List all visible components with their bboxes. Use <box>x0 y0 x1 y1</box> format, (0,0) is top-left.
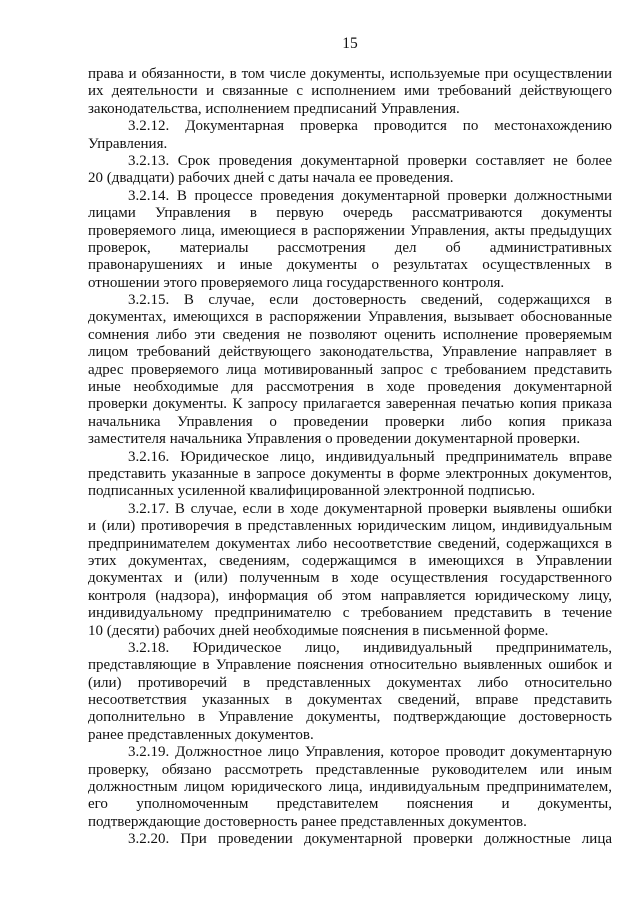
text-line: этих документах, сведениям, содержащимся в имеющихся в Управлении <box>88 552 612 569</box>
text-line: их деятельности и связанные с исполнением ими требований действующего <box>88 83 612 100</box>
paragraph <box>88 449 612 501</box>
text-line: представить указанные в запросе документы в форме электронных документов, <box>88 465 612 482</box>
text-line: заместителя начальника Управления о проведении документарной проверки. <box>88 431 581 448</box>
text-line: 3.2.20. При проведении документарной проверки должностные лица <box>128 831 612 848</box>
text-line: представляющие в Управление пояснения относительно выявленных ошибок и <box>88 657 612 674</box>
text-line: иные необходимые для рассмотрения в ходе проведения документарной <box>88 379 612 396</box>
text-line: 3.2.18. Юридическое лицо, индивидуальный предприниматель, <box>128 639 612 656</box>
text-line: лицами Управления в первую очередь рассматриваются документы <box>88 205 612 222</box>
text-line: 3.2.17. В случае, если в ходе документарной проверки выявлены ошибки <box>128 500 612 517</box>
text-line: 3.2.16. Юридическое лицо, индивидуальный предприниматель вправе <box>128 448 612 465</box>
paragraph <box>88 153 612 188</box>
text-line: сомнения либо эти сведения не позволяют оценить исполнение проверяемым <box>88 326 612 343</box>
paragraph <box>88 501 612 640</box>
text-line: несоответствия указанных в документах сведений, вправе представить <box>88 692 612 709</box>
text-line: ранее представленных документов. <box>88 726 314 743</box>
paragraph <box>88 831 612 848</box>
paragraph <box>88 118 612 153</box>
text-line: индивидуальному предпринимателю с требованием представить в течение <box>88 605 612 622</box>
text-line: (или) противоречий в представленных документах либо относительно <box>88 674 612 691</box>
text-line: предпринимателем документах либо несоответствие сведений, содержащихся в <box>88 535 612 552</box>
text-line: 3.2.14. В процессе проведения документарной проверки должностными <box>128 187 612 204</box>
text-line: 3.2.19. Должностное лицо Управления, которое проводит документарную <box>128 744 612 761</box>
text-line: права и обязанности, в том числе документы, используемые при осуществлении <box>88 66 612 82</box>
text-line: 10 (десяти) рабочих дней необходимые пояснения в письменной форме. <box>88 622 549 639</box>
text-line: проверяемого лица, имеющиеся в распоряжении Управления, акты предыдущих <box>88 222 612 239</box>
text-line: и (или) противоречия в представленных юридическим лицом, индивидуальным <box>88 518 612 535</box>
text-line: проверки документы. К запросу прилагается заверенная печатью копия приказа <box>88 396 612 413</box>
text-line: начальника Управления о проведении проверки либо копия приказа <box>88 413 612 430</box>
text-line: 3.2.13. Срок проведения документарной проверки составляет не более <box>128 152 612 169</box>
text-line: законодательства, исполнением предписаний Управления. <box>88 100 460 117</box>
text-line: проверку, обязано рассмотреть представленные руководителем или иным <box>88 761 612 778</box>
text-line: лицом требований действующего законодательства, Управление направляет в <box>88 344 612 361</box>
text-line: проверок, материалы рассмотрения дел об административных <box>88 239 612 256</box>
text-line: документах и (или) полученным в ходе осуществления государственного <box>88 570 612 587</box>
text-line: дополнительно в Управление документы, подтверждающие достоверность <box>88 709 612 726</box>
text-line: 20 (двадцати) рабочих дней с даты начала ее проведения. <box>88 170 454 187</box>
text-line: правонарушениях и иные документы о результатах осуществленных в <box>88 257 612 274</box>
paragraph <box>88 292 612 449</box>
text-line: отношении этого проверяемого лица государственного контроля. <box>88 274 505 291</box>
text-line: 3.2.12. Документарная проверка проводится по местонахождению <box>128 118 612 135</box>
text-line: документах, имеющихся в распоряжении Управления, вызывает обоснованные <box>88 309 612 326</box>
paragraph <box>88 640 612 744</box>
text-line: адрес проверяемого лица мотивированный запрос с требованием представить <box>88 361 612 378</box>
document-body <box>88 66 612 849</box>
page-number: 15 <box>342 35 358 52</box>
text-line: Управления. <box>88 135 168 152</box>
text-line: подписанных усиленной квалифицированной электронной подписью. <box>88 483 536 500</box>
text-line: контроля (надзора), информация об этом направляется юридическому лицу, <box>88 587 612 604</box>
text-line: должностным лицом юридического лица, индивидуальным предпринимателем, <box>88 779 612 796</box>
paragraph <box>88 188 612 292</box>
paragraph <box>88 744 612 831</box>
text-line: подтверждающие достоверность ранее представленных документов. <box>88 813 527 830</box>
text-line: его уполномоченным представителем пояснения и документы, <box>88 796 612 813</box>
text-line: 3.2.15. В случае, если достоверность сведений, содержащихся в <box>128 292 612 309</box>
paragraph <box>88 66 612 118</box>
